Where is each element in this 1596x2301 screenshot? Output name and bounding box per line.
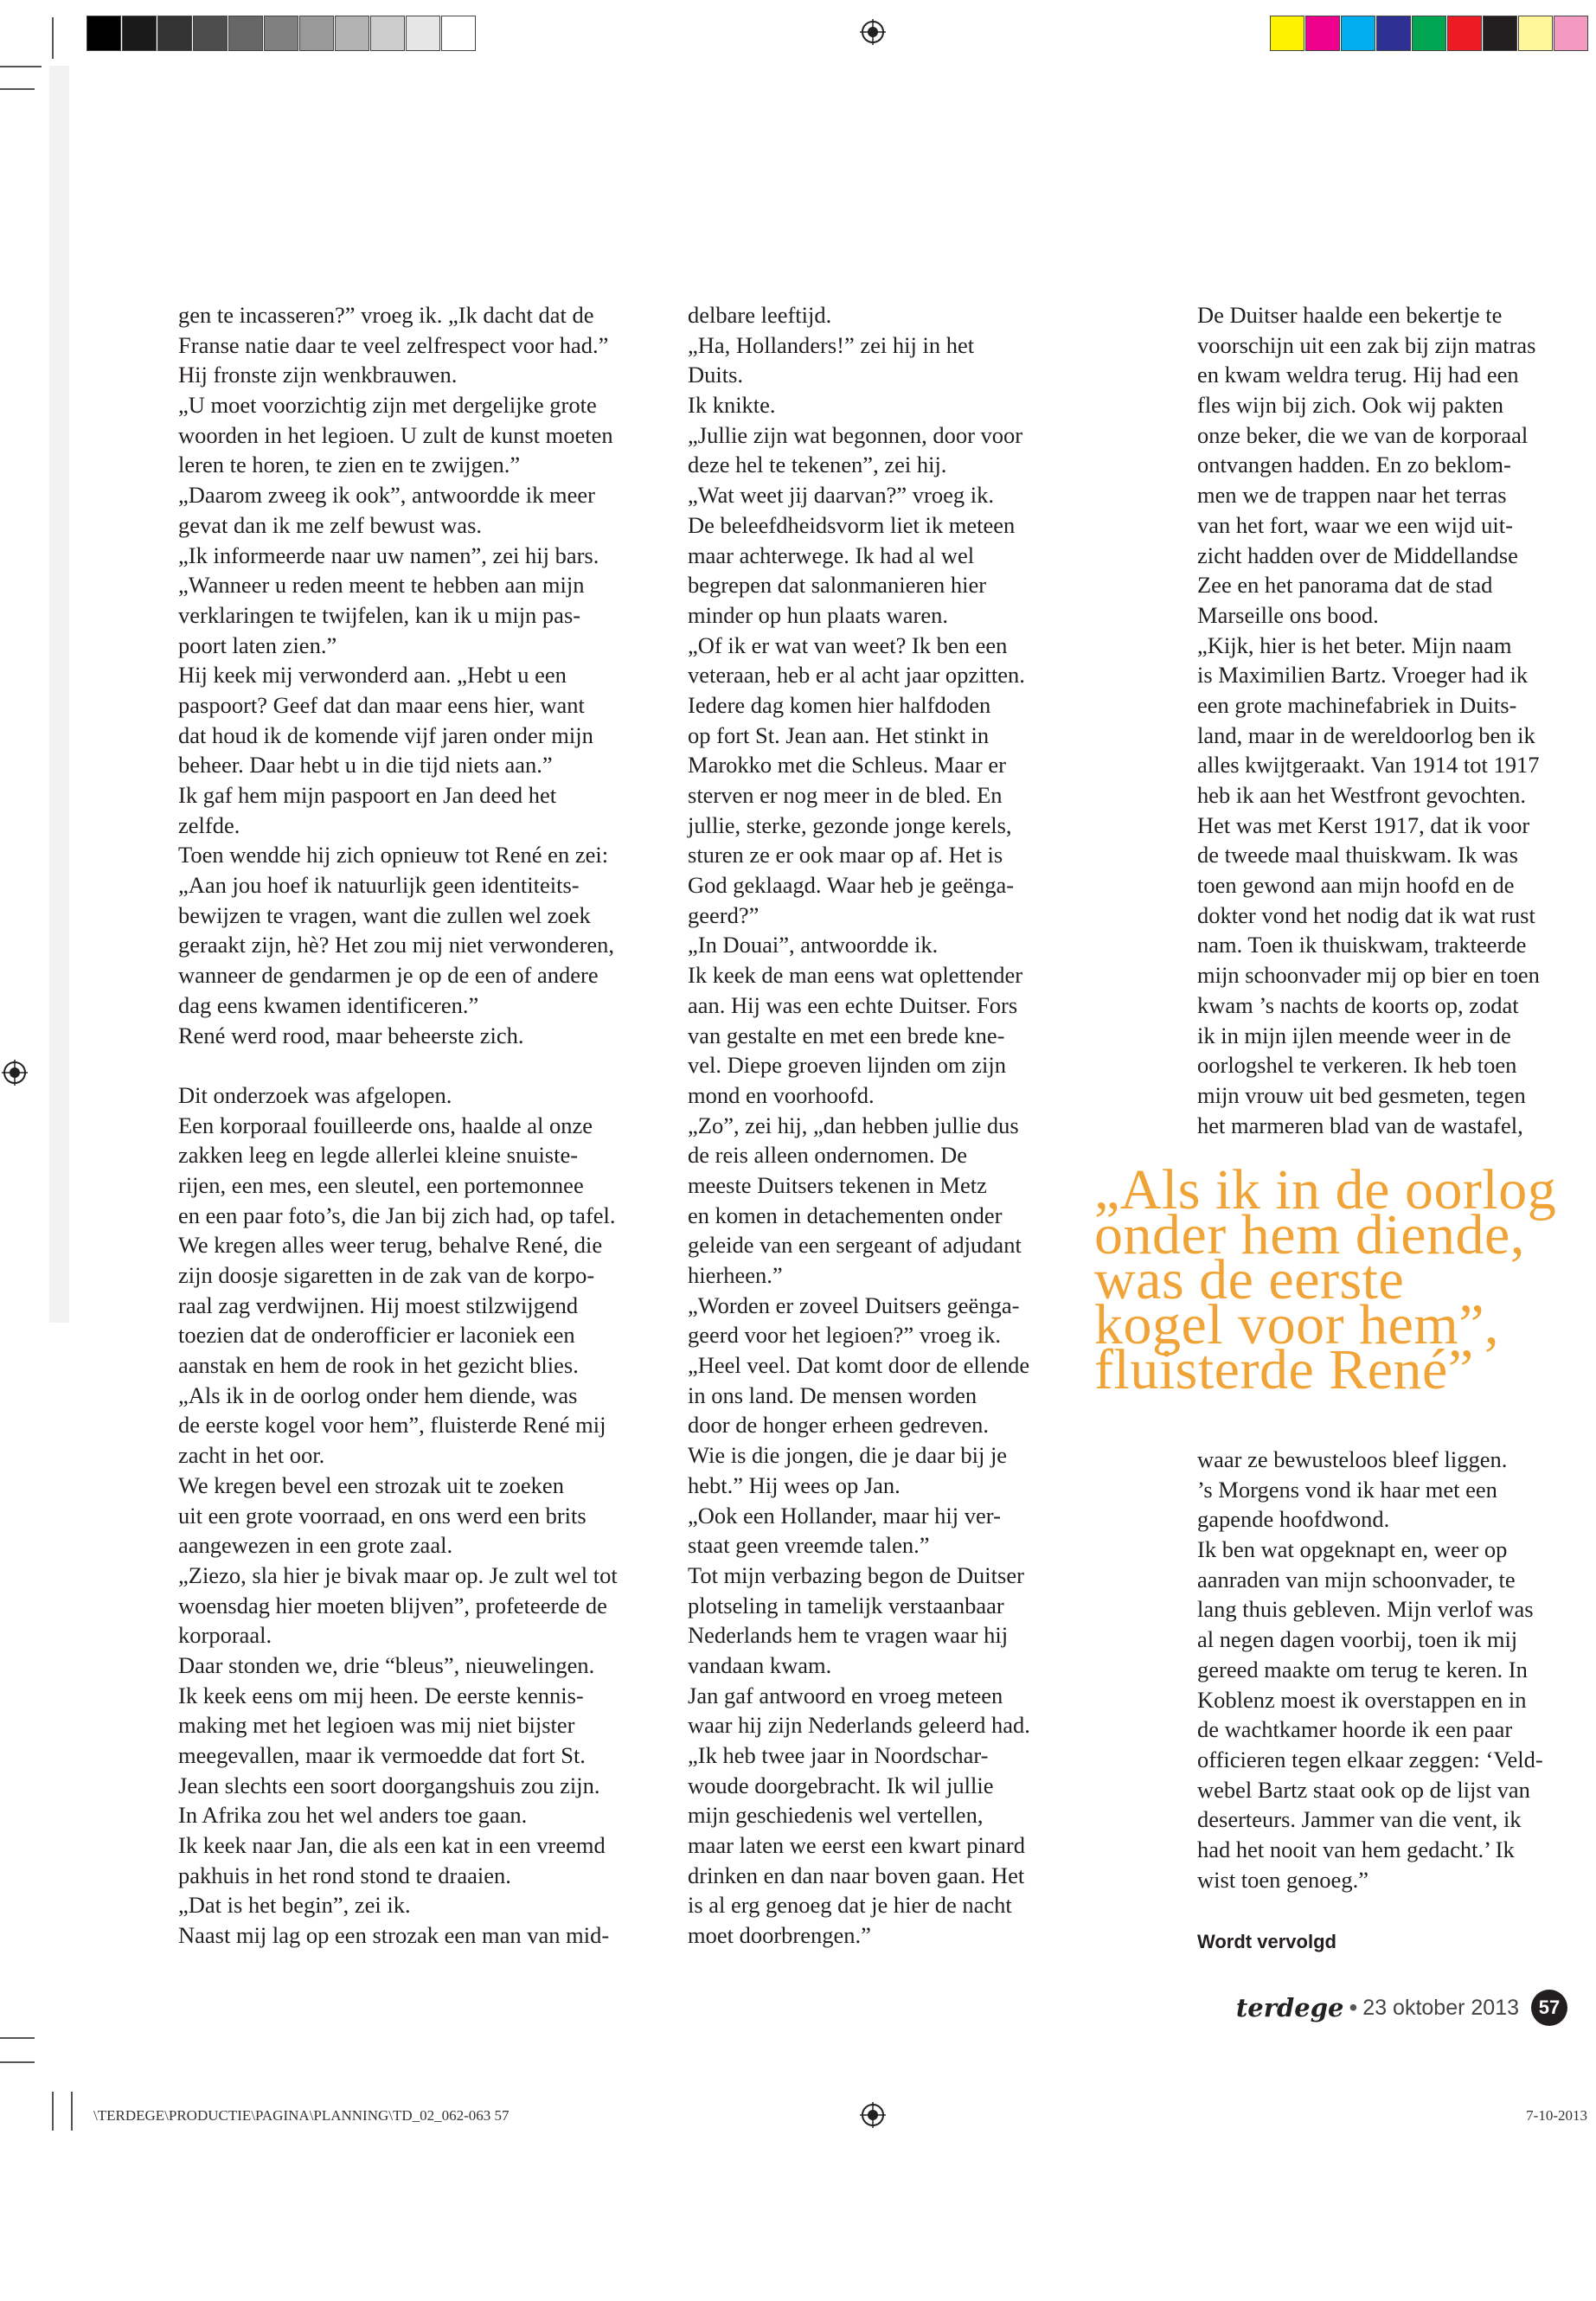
crop-mark	[52, 17, 54, 59]
text-line: leren te horen, te zien en te zwijgen.”	[178, 452, 521, 478]
text-line: geraakt zijn, hè? Het zou mij niet verwonderen,	[178, 932, 615, 958]
text-line: het marmeren blad van de wastafel,	[1197, 1112, 1523, 1138]
text-line: Hij keek mij verwonderd aan. „Hebt u een	[178, 662, 567, 689]
text-line: waar hij zijn Nederlands geleerd had.	[688, 1712, 1030, 1739]
text-line: van gestalte en met een brede kne-	[688, 1022, 1005, 1048]
color-swatch	[1518, 16, 1553, 51]
text-line: officieren tegen elkaar zeggen: ‘Veld-	[1197, 1746, 1543, 1772]
text-line: Ik knikte.	[688, 392, 776, 419]
text-line: deze hel te tekenen”, zei hij.	[688, 452, 947, 478]
color-swatch	[193, 16, 228, 51]
text-line: Dit onderzoek was afgelopen.	[178, 1081, 452, 1108]
text-line: land, maar in de wereldoorlog ben ik	[1197, 721, 1535, 748]
text-line: „Aan jou hoef ik natuurlijk geen identiteits-	[178, 872, 580, 899]
text-line: gereed maakte om terug te keren. In	[1197, 1656, 1528, 1682]
text-line: hebt.” Hij wees op Jan.	[688, 1471, 901, 1498]
text-line: de tweede maal thuiskwam. Ik was	[1197, 842, 1518, 868]
text-line: toezien dat de onderofficier er laconiek een	[178, 1322, 575, 1349]
pull-quote	[1094, 1158, 1557, 1401]
text-line: In Afrika zou het wel anders toe gaan.	[178, 1802, 528, 1829]
crop-mark	[0, 2061, 35, 2063]
text-line: zicht hadden over de Middellandse	[1197, 542, 1518, 568]
text-line: raal zag verdwijnen. Hij moest stilzwijgend	[178, 1292, 579, 1318]
text-line: De Duitser haalde een bekertje te	[1197, 302, 1503, 328]
text-line: Een korporaal fouilleerde ons, haalde al onze	[178, 1112, 593, 1138]
text-line: verklaringen te twijfelen, kan ik u mijn pas-	[178, 601, 581, 628]
text-line: Franse natie daar te veel zelfrespect voor had.”	[178, 331, 609, 358]
text-line: was de eerste	[1094, 1248, 1405, 1311]
text-line: Marseille ons bood.	[1197, 601, 1379, 628]
color-swatch	[370, 16, 405, 51]
text-line: mond en voorhoofd.	[688, 1081, 875, 1108]
text-line: Iedere dag komen hier halfdoden	[688, 691, 991, 718]
text-line: sturen ze er ook maar op af. Het is	[688, 842, 1003, 868]
text-line: men we de trappen naar het terras	[1197, 482, 1507, 509]
text-line: oorlogshel te verkeren. Ik heb toen	[1197, 1052, 1517, 1079]
text-line: Koblenz moest ik overstappen en in	[1197, 1686, 1527, 1713]
text-line: Ik keek naar Jan, die als een kat in een vreemd	[178, 1832, 606, 1859]
text-line: vandaan kwam.	[688, 1651, 832, 1678]
registration-mark-icon	[2, 1060, 28, 1086]
text-line: voorschijn uit een zak bij zijn matras	[1197, 331, 1536, 358]
text-line: drinken en dan naar boven gaan. Het	[688, 1862, 1025, 1888]
to-be-continued: Wordt vervolgd	[1197, 1931, 1336, 1952]
text-line: meeste Duitsers tekenen in Metz	[688, 1171, 987, 1198]
text-line: al negen dagen voorbij, toen ik mij	[1197, 1626, 1518, 1653]
color-swatch	[335, 16, 369, 51]
color-swatch	[1305, 16, 1340, 51]
color-swatch	[122, 16, 157, 51]
page-footer	[1236, 1990, 1567, 2026]
text-line: in ons land. De mensen worden	[688, 1381, 977, 1408]
text-line: moet doorbrengen.”	[688, 1922, 871, 1949]
text-line: „Dat is het begin”, zei ik.	[178, 1892, 411, 1919]
text-line: geerd?”	[688, 901, 760, 928]
text-line: de wachtkamer hoorde ik een paar	[1197, 1716, 1513, 1743]
text-line: Naast mij lag op een strozak een man van mid-	[178, 1922, 610, 1949]
crop-mark	[71, 2092, 73, 2131]
text-line: fluisterde René”	[1094, 1338, 1474, 1401]
text-line: en een paar foto’s, die Jan bij zich had, op tafel.	[178, 1202, 616, 1228]
text-line: de eerste kogel voor hem”, fluisterde René mij	[178, 1412, 606, 1439]
text-line: geerd voor het legioen?” vroeg ik.	[688, 1322, 1002, 1349]
text-line: dag eens kwamen identificeren.”	[178, 991, 479, 1018]
color-swatch	[1483, 16, 1517, 51]
text-line: woorden in het legioen. U zult de kunst moeten	[178, 421, 613, 448]
text-line: en komen in detachementen onder	[688, 1202, 1003, 1228]
text-line: God geklaagd. Waar heb je geënga-	[688, 872, 1015, 899]
text-line: De beleefdheidsvorm liet ik meteen	[688, 511, 1016, 538]
text-line: deserteurs. Jammer van die vent, ik	[1197, 1806, 1522, 1833]
print-slug-date: 7-10-2013	[1526, 2107, 1587, 2124]
text-line: We kregen alles weer terug, behalve René, die	[178, 1232, 603, 1259]
text-line: van het fort, waar we een wijd uit-	[1197, 511, 1513, 538]
text-line: Hij fronste zijn wenkbrauwen.	[178, 362, 458, 388]
text-line: vel. Diepe groeven lijnden om zijn	[688, 1052, 1006, 1079]
text-line: aanraden van mijn schoonvader, te	[1197, 1566, 1516, 1593]
text-line: pakhuis in het rond stond te draaien.	[178, 1862, 511, 1888]
text-line: mijn schoonvader mij op bier en toen	[1197, 962, 1540, 989]
article-column-2	[688, 300, 1030, 1951]
text-line: gen te incasseren?” vroeg ik. „Ik dacht dat de	[178, 302, 594, 328]
text-line: jullie, sterke, gezonde jonge kerels,	[688, 811, 1012, 838]
process-color-bar	[1270, 16, 1589, 51]
text-line: Jean slechts een soort doorgangshuis zou zijn.	[178, 1772, 600, 1798]
text-line: dat houd ik de komende vijf jaren onder mijn	[178, 721, 593, 748]
text-line: mijn vrouw uit bed gesmeten, tegen	[1197, 1081, 1526, 1108]
text-line: „Daarom zweeg ik ook”, antwoordde ik meer	[178, 482, 595, 509]
text-line: door de honger erheen gedreven.	[688, 1412, 990, 1439]
text-line: Tot mijn verbazing begon de Duitser	[688, 1561, 1024, 1588]
text-line: waar ze bewusteloos bleef liggen.	[1197, 1446, 1508, 1472]
text-line: „Ik heb twee jaar in Noordschar-	[688, 1742, 989, 1768]
text-line: Ik ben wat opgeknapt en, weer op	[1197, 1536, 1508, 1563]
text-line: „Ha, Hollanders!” zei hij in het	[688, 331, 975, 358]
color-swatch	[1447, 16, 1482, 51]
text-line: „Als ik in de oorlog	[1094, 1158, 1557, 1221]
text-line	[178, 1050, 618, 1080]
text-line: zelfde.	[178, 811, 240, 838]
registration-mark-icon	[860, 2102, 886, 2128]
text-line: de reis alleen ondernomen. De	[688, 1142, 968, 1169]
text-line: Marokko met die Schleus. Maar er	[688, 752, 1006, 779]
text-line: aangewezen in een grote zaal.	[178, 1532, 453, 1559]
text-line: mijn geschiedenis wel vertellen,	[688, 1802, 984, 1829]
text-line: woude doorgebracht. Ik wil jullie	[688, 1772, 994, 1798]
color-swatch	[87, 16, 121, 51]
crop-mark	[0, 66, 42, 67]
text-line: meegevallen, maar ik vermoedde dat fort St.	[178, 1742, 586, 1768]
text-line: ontvangen hadden. En zo beklom-	[1197, 452, 1511, 478]
text-line: „Jullie zijn wat begonnen, door voor	[688, 421, 1023, 448]
text-line: „Ook een Hollander, maar hij ver-	[688, 1502, 1001, 1529]
text-line: Ik keek de man eens wat oplettender	[688, 962, 1023, 989]
text-line: begrepen dat salonmanieren hier	[688, 572, 987, 599]
text-line: onze beker, die we van de korporaal	[1197, 421, 1529, 448]
text-line: woensdag hier moeten blijven”, profeteerde de	[178, 1592, 607, 1618]
text-line: poort laten zien.”	[178, 631, 337, 658]
color-swatch	[157, 16, 192, 51]
text-line: gapende hoofdwond.	[1197, 1506, 1390, 1533]
text-line: veteraan, heb er al acht jaar opzitten.	[688, 662, 1025, 689]
text-line: paspoort? Geef dat dan maar eens hier, want	[178, 691, 585, 718]
text-line: making met het legioen was mij niet bijster	[178, 1712, 575, 1739]
text-line: „Worden er zoveel Duitsers geënga-	[688, 1292, 1020, 1318]
text-line: staat geen vreemde talen.”	[688, 1532, 930, 1559]
color-swatch	[1376, 16, 1411, 51]
text-line: een grote machinefabriek in Duits-	[1197, 691, 1517, 718]
text-line: Daar stonden we, drie “bleus”, nieuwelingen.	[178, 1651, 595, 1678]
color-swatch	[1554, 16, 1588, 51]
article-column-3-bottom	[1197, 1445, 1543, 1894]
text-line: op fort St. Jean aan. Het stinkt in	[688, 721, 990, 748]
text-line: wist toen genoeg.”	[1197, 1866, 1368, 1893]
text-line: „Ik informeerde naar uw namen”, zei hij bars.	[178, 542, 599, 568]
text-line: Duits.	[688, 362, 744, 388]
text-line: is al erg genoeg dat je hier de nacht	[688, 1892, 1012, 1919]
color-swatch	[264, 16, 298, 51]
text-line: aanstak en hem de rook in het gezicht blies.	[178, 1352, 579, 1379]
text-line: lang thuis gebleven. Mijn verlof was	[1197, 1596, 1534, 1623]
text-line: had het nooit van hem gedacht.’ Ik	[1197, 1836, 1515, 1862]
crop-mark	[52, 2092, 54, 2131]
text-line: Nederlands hem te vragen waar hij	[688, 1622, 1009, 1649]
text-line: uit een grote voorraad, en ons werd een brits	[178, 1502, 586, 1529]
text-line: zacht in het oor.	[178, 1442, 325, 1469]
color-swatch	[1341, 16, 1375, 51]
text-line: sterven er nog meer in de bled. En	[688, 782, 1003, 808]
text-line: hierheen.”	[688, 1262, 783, 1288]
crop-mark	[0, 88, 35, 90]
color-swatch	[441, 16, 476, 51]
text-line: „In Douai”, antwoordde ik.	[688, 932, 939, 958]
color-swatch	[299, 16, 334, 51]
text-line: „Kijk, hier is het beter. Mijn naam	[1197, 631, 1512, 658]
text-line: wanneer de gendarmen je op de een of andere	[178, 962, 599, 989]
color-swatch	[406, 16, 440, 51]
text-line: Het was met Kerst 1917, dat ik voor	[1197, 811, 1530, 838]
text-line: alles kwijtgeraakt. Van 1914 tot 1917	[1197, 752, 1540, 779]
text-line: „Als ik in de oorlog onder hem diende, was	[178, 1381, 578, 1408]
text-line: beheer. Daar hebt u in die tijd niets aan.”	[178, 752, 553, 779]
article-column-3-top	[1197, 300, 1540, 1140]
text-line: We kregen bevel een strozak uit te zoeken	[178, 1471, 564, 1498]
text-line: Toen wendde hij zich opnieuw tot René en zei:	[178, 842, 609, 868]
color-swatch	[1270, 16, 1304, 51]
text-line: zakken leeg en legde allerlei kleine snuiste-	[178, 1142, 579, 1169]
margin-guide	[49, 66, 69, 1323]
text-line: René werd rood, maar beheerste zich.	[178, 1022, 524, 1048]
footer-separator: •	[1349, 1994, 1358, 2021]
text-line: „Zo”, zei hij, „dan hebben jullie dus	[688, 1112, 1019, 1138]
text-line: minder op hun plaats waren.	[688, 601, 948, 628]
text-line: „Wat weet jij daarvan?” vroeg ik.	[688, 482, 994, 509]
text-line: Ik keek eens om mij heen. De eerste kennis-	[178, 1682, 584, 1708]
text-line: „Of ik er wat van weet? Ik ben een	[688, 631, 1008, 658]
text-line: maar laten we eerst een kwart pinard	[688, 1832, 1025, 1859]
text-line: toen gewond aan mijn hoofd en de	[1197, 872, 1515, 899]
text-line: delbare leeftijd.	[688, 302, 832, 328]
text-line: webel Bartz staat ook op de lijst van	[1197, 1776, 1530, 1803]
registration-mark-icon	[860, 19, 886, 45]
color-swatch	[1412, 16, 1446, 51]
page-number: 57	[1531, 1990, 1567, 2026]
text-line: Wie is die jongen, die je daar bij je	[688, 1442, 1008, 1469]
text-line: is Maximilien Bartz. Vroeger had ik	[1197, 662, 1529, 689]
text-line: Zee en het panorama dat de stad	[1197, 572, 1493, 599]
text-line: fles wijn bij zich. Ook wij pakten	[1197, 392, 1503, 419]
text-line: geleide van een sergeant of adjudant	[688, 1232, 1022, 1259]
text-line: maar achterwege. Ik had al wel	[688, 542, 975, 568]
text-line: kwam ’s nachts de koorts op, zodat	[1197, 991, 1519, 1018]
text-line: Jan gaf antwoord en vroeg meteen	[688, 1682, 1003, 1708]
text-line: „Heel veel. Dat komt door de ellende	[688, 1352, 1030, 1379]
color-swatch	[228, 16, 263, 51]
text-line: „Ziezo, sla hier je bivak maar op. Je zult wel tot	[178, 1561, 618, 1588]
text-line: zijn doosje sigaretten in de zak van de korpo-	[178, 1262, 595, 1288]
text-line: heb ik aan het Westfront gevochten.	[1197, 782, 1527, 808]
text-line: onder hem diende,	[1094, 1203, 1525, 1266]
article-column-1	[178, 300, 618, 1951]
text-line: aan. Hij was een echte Duitser. Fors	[688, 991, 1018, 1018]
text-line: bewijzen te vragen, want die zullen wel zoek	[178, 901, 591, 928]
text-line: ik in mijn ijlen meende weer in de	[1197, 1022, 1511, 1048]
text-line: Ik gaf hem mijn paspoort en Jan deed het	[178, 782, 557, 808]
text-line: en kwam weldra terug. Hij had een	[1197, 362, 1519, 388]
text-line: dokter vond het nodig dat ik wat rust	[1197, 901, 1535, 928]
magazine-logo: terdege	[1235, 1993, 1344, 2022]
crop-mark	[0, 2037, 35, 2039]
print-slug-path: \TERDEGE\PRODUCTIE\PAGINA\PLANNING\TD_02_062-063 57	[93, 2107, 510, 2124]
text-line: „U moet voorzichtig zijn met dergelijke grote	[178, 392, 597, 419]
text-line: „Wanneer u reden meent te hebben aan mijn	[178, 572, 585, 599]
text-line: nam. Toen ik thuiskwam, trakteerde	[1197, 932, 1527, 958]
text-line: kogel voor hem”,	[1094, 1293, 1500, 1356]
grayscale-bar	[87, 16, 477, 51]
issue-date: 23 oktober 2013	[1362, 1995, 1519, 2020]
text-line: ’s Morgens vond ik haar met een	[1197, 1476, 1497, 1503]
text-line: plotseling in tamelijk verstaanbaar	[688, 1592, 1004, 1618]
text-line: gevat dan ik me zelf bewust was.	[178, 511, 483, 538]
text-line: rijen, een mes, een sleutel, een portemonnee	[178, 1171, 584, 1198]
text-line: korporaal.	[178, 1622, 272, 1649]
